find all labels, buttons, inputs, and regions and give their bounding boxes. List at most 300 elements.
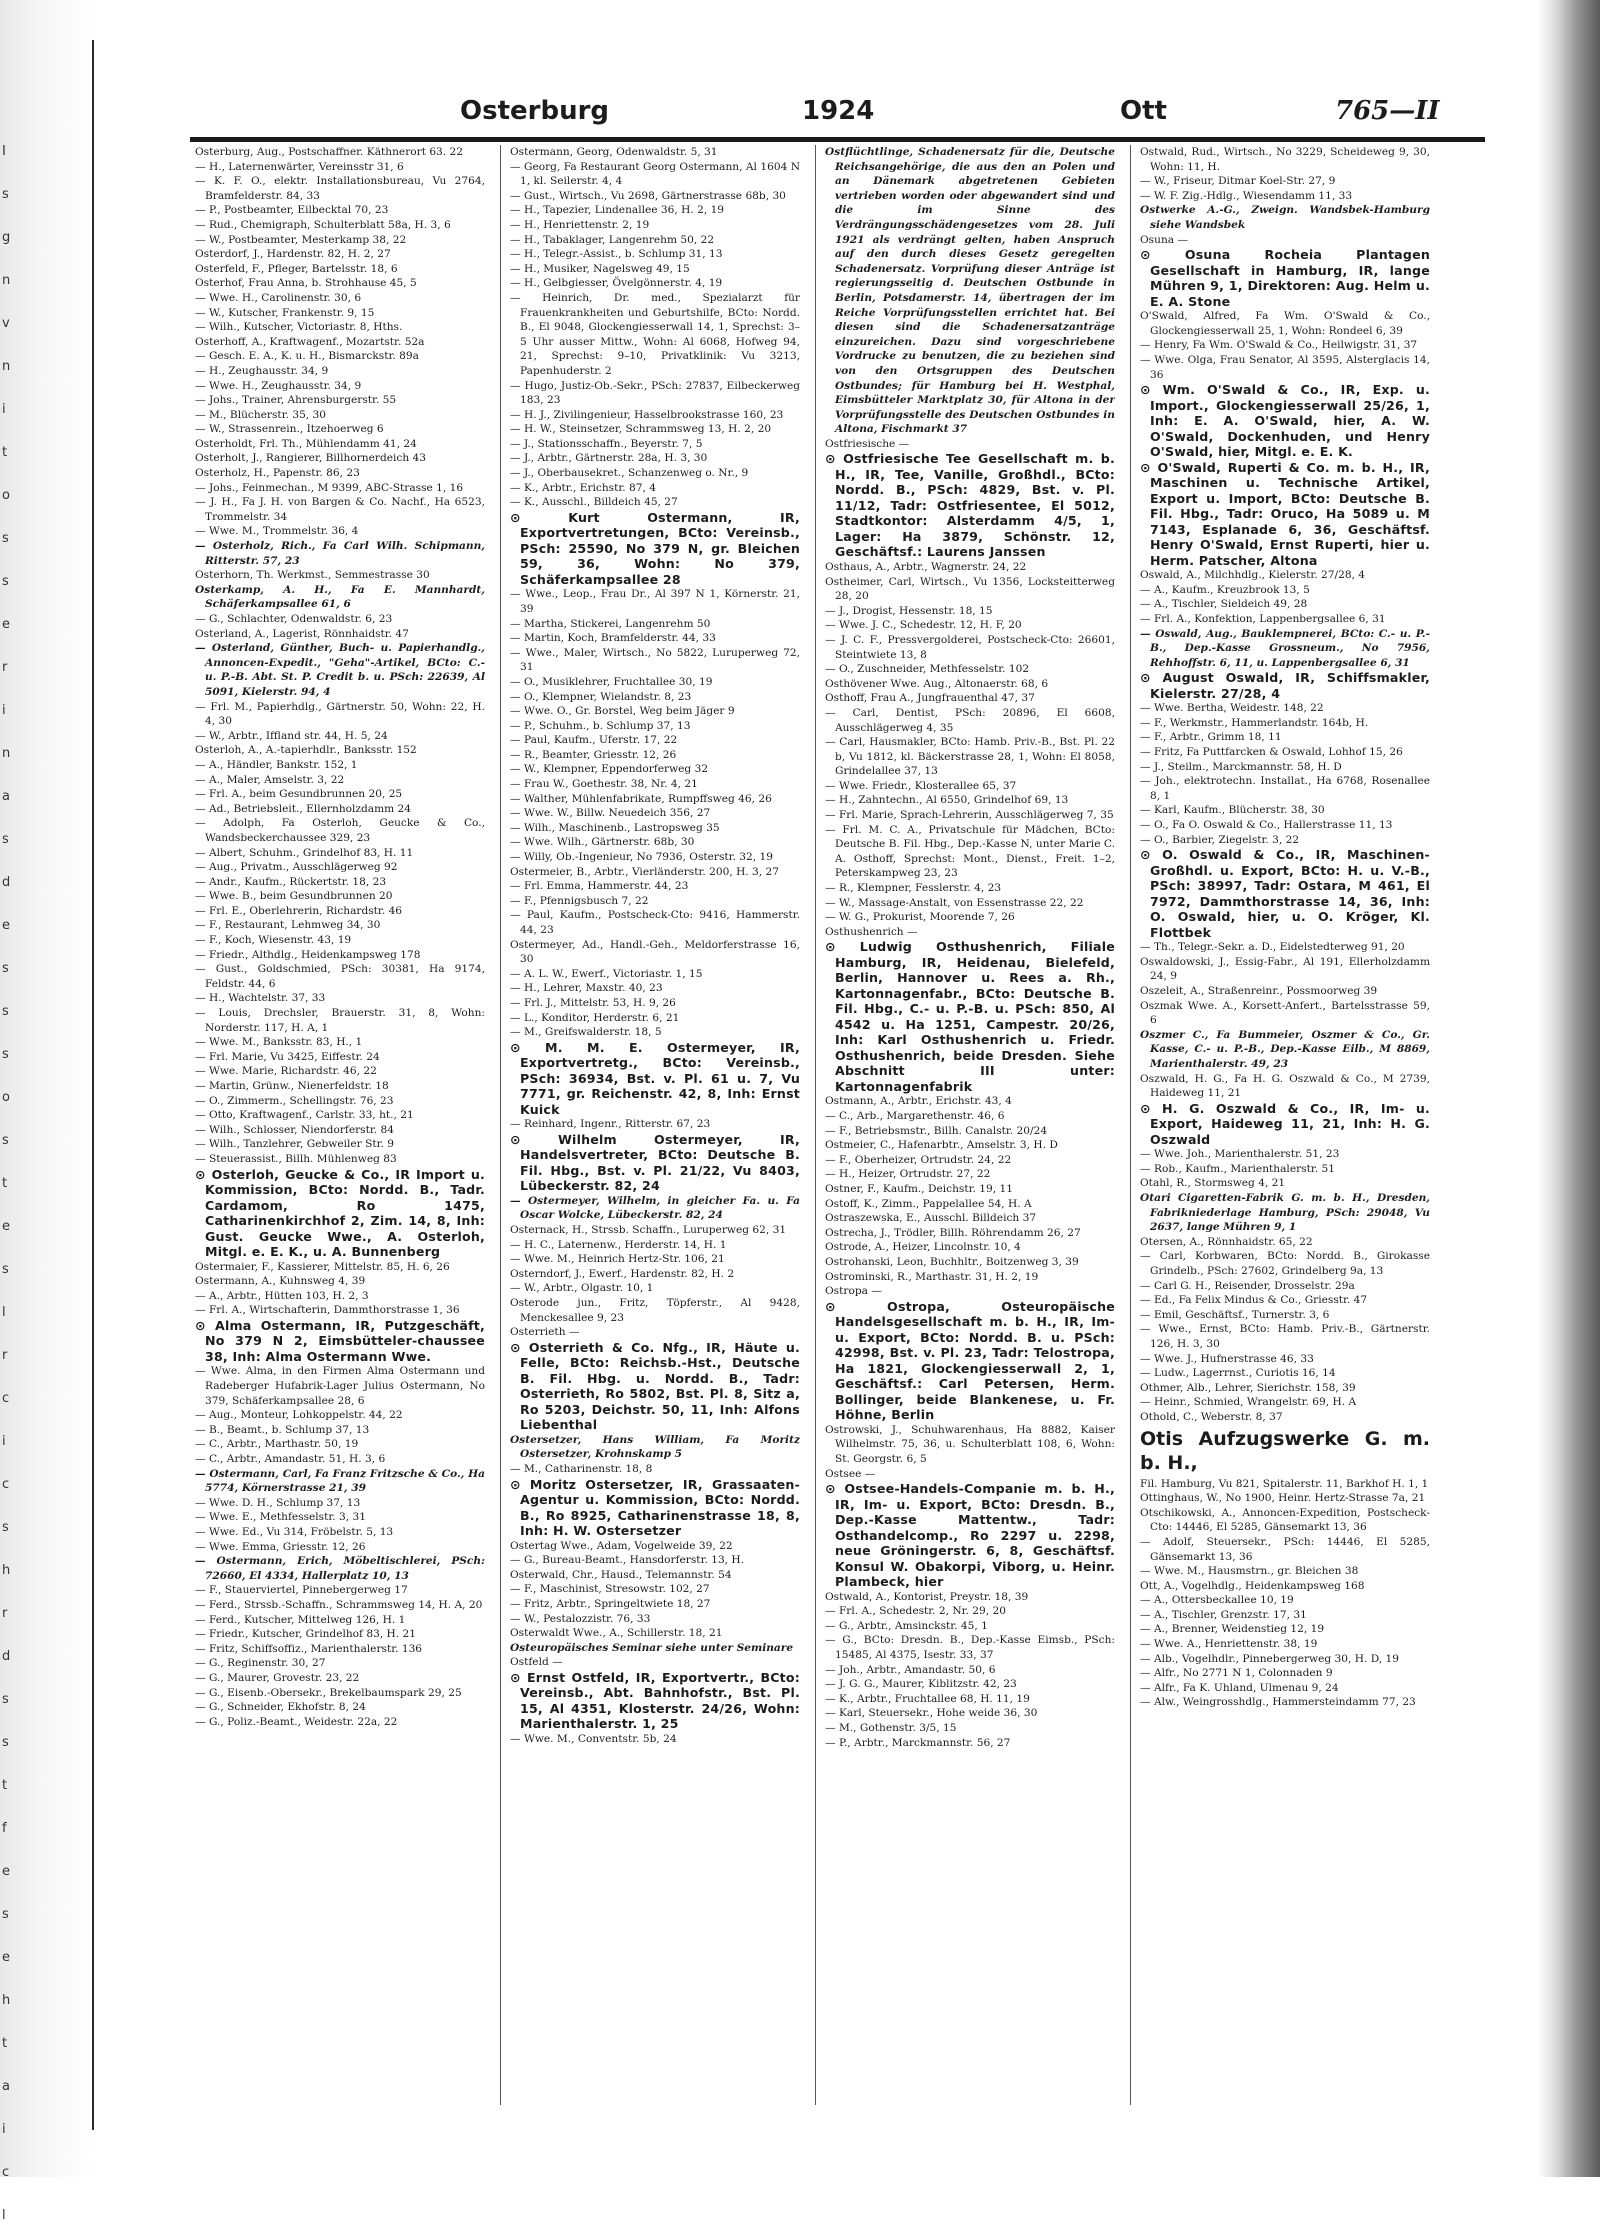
directory-entry: — W., Postbeamter, Mesterkamp 38, 22 [195,233,407,246]
directory-entry: Osterland, A., Lagerist, Rönnhaidstr. 47 [195,627,409,640]
directory-entry: — Ferd., Strssb.-Schaffn., Schrammsweg 14, H. A, 20 [195,1598,483,1611]
margin-letter: s [2,1692,9,1707]
margin-letter: e [2,1219,10,1234]
directory-entry: Ostermeyer, Ad., Handl.-Geh., Meldorferstrasse 16, 30 [510,938,800,966]
directory-entry: ⊙ M. M. E. Ostermeyer, IR, Exportvertretg., BCto: Vereinsb., PSch: 36934, Bst. v. Pl. 61 u. 7, Vu 7771, gr. Reichenstr. 42, 8, Inh: Ernst Kuick [510,1039,800,1117]
directory-entry: — A., Brenner, Weidenstieg 12, 19 [1140,1623,1325,1636]
directory-entry: Ostertag Wwe., Adam, Vogelweide 39, 22 [510,1539,733,1552]
column-divider [500,145,501,2105]
directory-entry: — H., Wachtelstr. 37, 33 [195,992,326,1005]
directory-entry: Otersen, A., Rönnhaidstr. 65, 22 [1140,1235,1313,1248]
directory-entry: — A., Händler, Bankstr. 152, 1 [195,758,358,771]
directory-entry: — Hugo, Justiz-Ob.-Sekr., PSch: 27837, Eilbeckerweg 183, 23 [510,379,800,407]
directory-entry: Ostrohanski, Leon, Buchhltr., Boitzenweg 3, 39 [825,1255,1079,1268]
directory-entry: — Frl. J., Mittelstr. 53, H. 9, 26 [510,996,676,1009]
directory-entry: — C., Arbtr., Marthastr. 50, 19 [195,1438,359,1451]
directory-entry: ⊙ Osterrieth & Co. Nfg., IR, Häute u. Felle, BCto: Reichsb.-Hst., Deutsche B. Fil. Hbg. u. Nordd. B., Tadr: Osterrieth, Ro 5802, Bst. Pl. 8, Sitz a, Ro 5203, Deichstr. 50, 11, Inh: Alfons Liebenthal [510,1339,800,1433]
margin-letter: c [2,1391,10,1406]
directory-entry: Otahl, R., Stormsweg 4, 21 [1140,1177,1286,1190]
directory-entry: — Wwe. Wilh., Gärtnerstr. 68b, 30 [510,836,695,849]
directory-entry: Othold, C., Weberstr. 8, 37 [1140,1410,1283,1423]
directory-entry: — Wwe., Ernst, BCto: Hamb. Priv.-B., Gärtnerstr. 126, H. 3, 30 [1140,1323,1430,1350]
directory-entry: — Otto, Kraftwagenf., Carlstr. 33, ht., 21 [195,1109,414,1122]
directory-entry: — Gust., Wirtsch., Vu 2698, Gärtnerstrasse 68b, 30 [510,189,786,202]
directory-entry: Ott, A., Vogelhdlg., Heidenkampsweg 168 [1140,1579,1365,1592]
margin-letter: s [2,1520,9,1535]
directory-entry: — Frl. A., Konfektion, Lappenbergsallee 6, 31 [1140,612,1386,625]
margin-letter: d [2,875,11,890]
margin-letter: e [2,1950,10,1965]
directory-entry: — Heinr., Schmied, Wrangelstr. 69, H. A [1140,1396,1357,1409]
directory-entry: Osterburg, Aug., Postschaffner. Käthnerort 63. 22 [195,146,464,158]
directory-entry: — H., Lehrer, Maxstr. 40, 23 [510,982,663,995]
directory-entry: Ostfriesische — [825,437,910,450]
margin-letter: c [2,1477,10,1492]
directory-entry: — Alfr., No 2771 N 1, Colonnaden 9 [1140,1667,1333,1680]
gutter-line [92,40,94,2130]
directory-entry: — Adolf, Steuersekr., PSch: 14446, El 5285, Gänsemarkt 13, 36 [1140,1535,1430,1563]
margin-letter: c [2,2165,10,2180]
directory-entry: Otis Aufzugswerke G. m. b. H., [1140,1427,1430,1474]
directory-entry: — Carl, Korbwaren, BCto: Nordd. B., Girokasse Grindelb., PSch: 27602, Grindelberg 9a, 13 [1140,1250,1430,1277]
directory-entry: — Georg, Fa Restaurant Georg Ostermann, Al 1604 N 1, kl. Seilerstr. 4, 4 [510,160,800,188]
directory-entry: — Joh., Arbtr., Amandastr. 50, 6 [825,1663,996,1676]
directory-entry: Osterloh, A., A.-tapierhdlr., Banksstr. 152 [195,744,417,757]
directory-entry: — B., Beamt., b. Schlump 37, 13 [195,1423,370,1436]
margin-letter: e [2,617,10,632]
page-number: 765—II [1335,96,1440,126]
margin-letter: s [2,1262,9,1277]
directory-entry: — Paul, Kaufm., Uferstr. 17, 22 [510,734,678,747]
directory-entry: Ostoff, K., Zimm., Pappelallee 54, H. A [825,1197,1032,1210]
directory-entry: — H., Musiker, Nagelsweg 49, 15 [510,262,690,275]
margin-letter: I [2,144,6,159]
directory-entry: — K., Arbtr., Fruchtallee 68, H. 11, 19 [825,1692,1030,1705]
directory-entry: Oswald, A., Milchhdlg., Kielerstr. 27/28, 4 [1140,569,1366,582]
directory-entry: — R., Beamter, Griesstr. 12, 26 [510,748,677,761]
directory-entry: — H., Telegr.-Assist., b. Schlump 31, 13 [510,248,723,261]
directory-entry: — Oswald, Aug., Bauklempnerei, BCto: C.- u. P.-B., Dep.-Kasse Grossneum., No 7956, Rehhoffstr. 6, 11, u. Lappenbergsallee 6, 31 [1140,627,1430,669]
margin-letter: h [2,1993,11,2008]
directory-entry: — Gesch. E. A., K. u. H., Bismarckstr. 89a [195,350,419,363]
directory-entry: — Alw., Weingrosshdlg., Hammersteindamm 77, 23 [1140,1696,1416,1709]
directory-entry: Osterholz, H., Papenstr. 86, 23 [195,467,360,480]
directory-entry: — Wwe. M., Trommelstr. 36, 4 [195,525,359,538]
directory-entry: — Adolph, Fa Osterloh, Geucke & Co., Wandsbeckerchaussee 329, 23 [195,817,485,844]
directory-entry: — Ludw., Lagerrnst., Curiotis 16, 14 [1140,1367,1336,1380]
directory-entry: — W. G., Prokurist, Moorende 7, 26 [825,911,1015,924]
directory-entry: — Th., Telegr.-Sekr. a. D., Eidelstedterweg 91, 20 [1140,941,1405,954]
directory-entry: ⊙ Alma Ostermann, IR, Putzgeschäft, No 379 N 2, Eimsbütteler-chaussee 38, Inh: Alma Ostermann Wwe. [195,1317,485,1364]
directory-entry: — F., Betriebsmstr., Billh. Canalstr. 20/24 [825,1124,1048,1137]
directory-entry: Ostermann, Georg, Odenwaldstr. 5, 31 [510,146,718,158]
directory-entry: — Frl. Marie, Vu 3425, Eiffestr. 24 [195,1050,380,1063]
margin-letter: i [2,402,6,417]
margin-letter: t [2,2036,8,2051]
directory-entry: — A. L. W., Ewerf., Victoriastr. 1, 15 [510,967,703,980]
directory-entry: — Wwe. W., Billw. Neuedeich 356, 27 [510,807,711,820]
directory-entry: — Wwe. B., beim Gesundbrunnen 20 [195,890,393,903]
directory-entry: ⊙ Ostsee-Handels-Companie m. b. H., IR, Im- u. Export, BCto: Dresdn. B., Dep.-Kasse Mattentw., Tadr: Osthandelcomp., Ro 2297 u. 2298, neue Gröningerstr. 6, 8, Geschäftsf. Konsul W. Obakorpi, Viborg, u. Heinr. Plambeck, hier [825,1481,1115,1590]
directory-entry: Osterholt, J., Rangierer, Billhornerdeich 43 [195,452,426,465]
directory-entry: — Wwe. M., Heinrich Hertz-Str. 106, 21 [510,1253,725,1266]
margin-letter: l [2,1305,6,1320]
directory-entry: — F., Arbtr., Grimm 18, 11 [1140,731,1282,744]
directory-entry: Osterode jun., Fritz, Töpferstr., Al 9428, Menckesallee 9, 23 [510,1297,800,1324]
directory-entry: — H., Tabaklager, Langenrehm 50, 22 [510,233,715,246]
column-3 [825,145,1115,2105]
scan-edge-shadow [1538,0,1600,2177]
directory-entry: — K., Arbtr., Erichstr. 87, 4 [510,481,656,494]
directory-entry: ⊙ Wilhelm Ostermeyer, IR, Handelsvertreter, BCto: Deutsche B. Fil. Hbg., Bst. v. Pl. 21/22, Vu 8403, Lübeckerstr. 82, 24 [510,1131,800,1194]
margin-letter: o [2,488,10,503]
margin-letter: i [2,1434,6,1449]
header-rule [190,137,1485,142]
directory-entry: — Wwe. Ed., Vu 314, Fröbelstr. 5, 13 [195,1525,394,1538]
directory-entry: — P., Postbeamter, Eilbecktal 70, 23 [195,204,389,217]
directory-entry: ⊙ O'Swald, Ruperti & Co. m. b. H., IR, Maschinen u. Technische Artikel, Export u. Import, BCto: Deutsche B. Fil. Hbg., Tadr: Oruco, Ha 5089 u. M 7143, Esplanade 6, 36, Geschäftsf. Henry O'Swald, Ernst Ruperti, hier u. Herm. Patscher, Altona [1140,459,1430,568]
margin-letter: o [2,1090,10,1105]
directory-entry: — Walther, Mühlenfabrikate, Rumpffsweg 46, 26 [510,792,772,805]
margin-letter: h [2,1563,11,1578]
margin-letter: s [2,531,9,546]
directory-entry: Ostrowski, J., Schuhwarenhaus, Ha 8882, Kaiser Wilhelmstr. 75, 36, u. Schulterblatt 108, 6, Wohn: St. Georgstr. 6, 5 [825,1423,1115,1465]
directory-entry: Ostermeier, B., Arbtr., Vierländerstr. 200, H. 3, 27 [510,865,780,878]
directory-entry: — Alb., Vogelhdlr., Pinnebergerweg 30, H. D, 19 [1140,1652,1400,1665]
directory-entry: Ostner, F., Kaufm., Deichstr. 19, 11 [825,1182,1013,1195]
header-right-keyword: Ott [1120,96,1167,126]
directory-entry: Osterrieth — [510,1326,580,1339]
directory-entry: — H., Tapezier, Lindenallee 36, H. 2, 19 [510,204,725,217]
directory-entry: — Ostermann, Carl, Fa Franz Fritzsche & Co., Ha 5774, Körnerstrasse 21, 39 [195,1467,485,1495]
directory-entry: — F., Pfennigsbusch 7, 22 [510,894,649,907]
directory-entry: Osterhof, Frau Anna, b. Strohhause 45, 5 [195,277,417,290]
directory-entry: — W., Klempner, Eppendorferweg 32 [510,763,709,776]
directory-entry: ⊙ Ostropa, Osteuropäische Handelsgesellschaft m. b. H., IR, Im- u. Export, BCto: Nordd. B. u. PSch: 42998, Bst. v. Pl. 23, Tadr: Telostropa, Ha 1821, Glockengiesserwall 2, 1, Geschäftsf.: Carl Petersen, Herm. Bollinger, beide Blankenese, u. Fr. Höhne, Berlin [825,1298,1115,1423]
directory-entry: — W., Friseur, Ditmar Koel-Str. 27, 9 [1140,175,1336,188]
directory-entry: — K. F. O., elektr. Installationsbureau, Vu 2764, Bramfelderstr. 84, 33 [195,175,485,202]
header-year: 1924 [802,96,875,126]
directory-entry: — Wwe. J., Hufnerstrasse 46, 33 [1140,1352,1314,1365]
margin-letter: t [2,1176,8,1191]
directory-entry: — F., Koch, Wiesenstr. 43, 19 [195,934,352,947]
directory-entry: — H. C., Laternenw., Herderstr. 14, H. 1 [510,1238,727,1251]
directory-entry: Othmer, Alb., Lehrer, Sierichstr. 158, 39 [1140,1381,1356,1394]
directory-entry: — W., Arbtr., Iffland str. 44, H. 5, 24 [195,729,388,742]
directory-entry: — Martin, Grünw., Nienerfeldstr. 18 [195,1080,389,1092]
directory-entry: — J., Drogist, Hessenstr. 18, 15 [825,604,993,617]
directory-entry: Ostheimer, Carl, Wirtsch., Vu 1356, Locksteitterweg 28, 20 [825,575,1115,603]
directory-entry: — W., Strassenrein., Itzehoerweg 6 [195,423,384,436]
directory-entry: — Wwe. Alma, in den Firmen Alma Ostermann und Radeberger Hufabrik-Lager Julius Ostermann, No 379, Schäferkampsallee 28, 6 [195,1365,485,1407]
directory-entry: — O., Zimmerm., Schellingstr. 76, 23 [195,1094,394,1107]
directory-entry: — G., Schneider, Ekhofstr. 8, 24 [195,1701,366,1714]
directory-entry: — G., Poliz.-Beamt., Weidestr. 22a, 22 [195,1715,398,1728]
margin-letter: e [2,918,10,933]
margin-letter: r [2,1606,8,1621]
directory-entry: — A., Ottersbeckallee 10, 19 [1140,1594,1294,1607]
directory-entry: O'Swald, Alfred, Fa Wm. O'Swald & Co., Glockengiesserwall 25, 1, Wohn: Rondeel 6, 39 [1140,310,1430,337]
directory-entry: ⊙ Osterloh, Geucke & Co., IR Import u. Kommission, BCto: Nordd. B., Tadr. Cardamom, Ro 1475, Catharinenkirchhof 2, Zim. 14, 8, Inh: Gust. Geucke Wwe., A. Osterloh, Mitgl. e. E. K., u. A. Bunnenberg [195,1166,485,1260]
directory-entry: Ostwald, A., Kontorist, Preystr. 18, 39 [825,1590,1029,1603]
directory-entry: — Reinhard, Ingenr., Ritterstr. 67, 23 [510,1118,711,1131]
margin-letter: s [2,574,9,589]
directory-entry: — W., Arbtr., Olgastr. 10, 1 [510,1282,654,1295]
directory-entry: — J. H., Fa J. H. von Bargen & Co. Nachf., Ha 6523, Trommelstr. 34 [195,496,485,523]
directory-entry: — Johs., Trainer, Ahrensburgerstr. 55 [195,394,397,407]
directory-entry: — Wwe. D. H., Schlump 37, 13 [195,1496,361,1509]
directory-entry: — M., Blücherstr. 35, 30 [195,408,327,421]
directory-entry: Osternack, H., Strssb. Schaffn., Luruperweg 62, 31 [510,1224,787,1237]
directory-entry: — A., Arbtr., Hütten 103, H. 2, 3 [195,1289,369,1302]
directory-entry: — M., Greifswalderstr. 18, 5 [510,1026,662,1039]
directory-entry: — H., Zahntechn., Al 6550, Grindelhof 69, 13 [825,794,1069,807]
directory-entry: — Martin, Koch, Bramfelderstr. 44, 33 [510,632,716,645]
directory-entry: — H. J., Zivilingenieur, Hasselbrookstrasse 160, 23 [510,408,784,421]
directory-entry: Otari Cigaretten-Fabrik G. m. b. H., Dresden, Fabrikniederlage Hamburg, PSch: 29048, Vu 2637, lange Mühren 9, 1 [1140,1192,1430,1234]
directory-entry: — H., Zeughausstr. 34, 9 [195,364,329,377]
directory-entry: — K., Ausschl., Billdeich 45, 27 [510,496,678,509]
directory-entry: — Wwe. O., Gr. Borstel, Weg beim Jäger 9 [510,705,735,718]
directory-entry: — Frl. E., Oberlehrerin, Richardstr. 46 [195,904,403,917]
margin-letter: a [2,789,10,804]
margin-letter: a [2,2079,10,2094]
directory-entry: — G., Reginenstr. 30, 27 [195,1657,326,1670]
directory-entry: — A., Kaufm., Kreuzbrook 13, 5 [1140,583,1310,596]
directory-entry: Osterhorn, Th. Werkmst., Semmestrasse 30 [195,569,430,582]
directory-entry: — Rud., Chemigraph, Schulterblatt 58a, H. 3, 6 [195,218,451,231]
directory-entry: — Frau W., Goethestr. 38, Nr. 4, 21 [510,778,698,791]
margin-letter: s [2,1133,9,1148]
directory-entry: — Karl, Steuersekr., Hohe weide 36, 30 [825,1707,1038,1720]
directory-entry: — F., Restaurant, Lehmweg 34, 30 [195,919,381,932]
directory-entry: — Fritz, Arbtr., Springeltwiete 18, 27 [510,1597,711,1610]
directory-entry: Ostermaier, F., Kassierer, Mittelstr. 85, H. 6, 26 [195,1260,450,1273]
column-4 [1140,145,1430,2105]
directory-entry: ⊙ Ludwig Osthushenrich, Filiale Hamburg, IR, Heidenau, Bielefeld, Berlin, Hannover u. Rees a. Rh., Kartonnagenfabr., BCto: Deutsche B. Fil. Hbg., C.- u. P.-B. u. PSch: 850, Al 4542 u. Ha 1251, Campestr. 20/26, Inh: Karl Osthushenrich u. Friedr. Osthushenrich, beide Dresden. Siehe Abschnitt III unter: Kartonnagenfabrik [825,939,1115,1094]
directory-entry: Osthushenrich — [825,925,918,938]
directory-entry: — J., Arbtr., Gärtnerstr. 28a, H. 3, 30 [510,452,708,465]
directory-entry: Ostmann, A., Arbtr., Erichstr. 43, 4 [825,1095,1012,1108]
directory-entry: — Wilh., Tanzlehrer, Gebweiler Str. 9 [195,1138,394,1151]
directory-entry: — A., Tischler, Grenzstr. 17, 31 [1140,1608,1307,1621]
directory-entry: Osterwald, Chr., Hausd., Telemannstr. 54 [510,1568,732,1581]
directory-entry: Osthaus, A., Arbtr., Wagnerstr. 24, 22 [825,560,1027,573]
directory-entry: — Joh., elektrotechn. Installat., Ha 6768, Rosenallee 8, 1 [1140,775,1430,802]
directory-entry: Osterholdt, Frl. Th., Mühlendamm 41, 24 [195,437,417,450]
directory-entry: ⊙ Ostfriesische Tee Gesellschaft m. b. H., IR, Tee, Vanille, Großhdl., BCto: Nordd. B., PSch: 4829, Bst. v. Pl. 11/12, Tadr: Ostfriesentee, El 5012, Stadtkontor: Alsterdamm 4/5, 1, Lager: Ha 3879, Schönstr. 12, Geschäftsf.: Laurens Janssen [825,451,1115,560]
directory-entry: — Wwe. M., Hausmstrn., gr. Bleichen 38 [1140,1565,1359,1578]
directory-entry: — Martha, Stickerei, Langenrehm 50 [510,617,711,630]
directory-entry: — Ad., Betriebsleit., Ellernholzdamm 24 [195,802,412,815]
margin-letter: n [2,273,11,288]
directory-entry: — O., Barbier, Ziegelstr. 3, 22 [1140,833,1300,846]
directory-entry: — Wwe. J. C., Schedestr. 12, H. F, 20 [825,619,1022,632]
directory-entry: Ostermann, A., Kuhnsweg 4, 39 [195,1275,366,1288]
directory-entry: — Steuerassist., Billh. Mühlenweg 83 [195,1152,397,1165]
directory-entry: — Friedr., Althdlg., Heidenkampsweg 178 [195,948,421,961]
directory-entry: — Wilh., Schlosser, Niendorferstr. 84 [195,1123,394,1136]
directory-entry: Osteuropäisches Seminar siehe unter Seminare [510,1641,794,1654]
directory-entry: — Carl G. H., Reisender, Drosselstr. 29a [1140,1279,1355,1292]
margin-letter: n [2,359,11,374]
directory-entry: — P., Schuhm., b. Schlump 37, 13 [510,719,691,732]
directory-entry: — Fritz, Schiffsoffiz., Marienthalerstr. 136 [195,1642,423,1655]
directory-entry: — G., Maurer, Grovestr. 23, 22 [195,1671,360,1684]
directory-entry: — P., Arbtr., Marckmannstr. 56, 27 [825,1736,1011,1749]
directory-entry: ⊙ Kurt Ostermann, IR, Exportvertretungen, BCto: Vereinsb., PSch: 25590, No 379 N, gr. Bleichen 59, 36, Wohn: No 379, Schäferkampsallee 28 [510,509,800,587]
directory-entry: — Wwe. Friedr., Klosterallee 65, 37 [825,779,1017,792]
directory-entry: — Wilh., Kutscher, Victoriastr. 8, Hths. [195,321,403,334]
directory-entry: — Wwe. Marie, Richardstr. 46, 22 [195,1065,377,1078]
directory-entry: — Heinrich, Dr. med., Spezialarzt für Frauenkrankheiten und Geburtshilfe, BCto: Nordd. B., El 9048, Glockengiesserwall 14, 1, Sprechst: 3–5 Uhr ausser Mittw., Wohn: Al 6068, Hofweg 94, 21, Sprechst: 9–10, Privatklinik: Vu 3213, Papenhuderstr. 2 [510,291,800,377]
margin-letter: r [2,660,8,675]
directory-entry: Ottinghaus, W., No 1900, Heinr. Hertz-Strasse 7a, 21 [1140,1492,1426,1505]
directory-entry: ⊙ Osuna Rocheia Plantagen Gesellschaft in Hamburg, IR, lange Mühren 9, 1, Direktoren: Aug. Helm u. E. A. Stone [1140,247,1430,309]
directory-entry: — Emil, Geschäftsf., Turnerstr. 3, 6 [1140,1308,1330,1321]
directory-entry: — Wwe. E., Methfesselstr. 3, 31 [195,1511,366,1524]
directory-entry: Ostflüchtlinge, Schadenersatz für die, Deutsche Reichsangehörige, die aus den an Polen und an Dänemark abgetretenen Gebieten vertrieben worden oder abgewandert sind und die im Sinne des Verdrängungsschädengesetzes vom 28. Juli 1921 als verdrängt gelten, haben Anspruch auf den durch dieses Gesetz geregelten Schadenersatz. Vorprüfung dieser Anträge ist regierungsseitig d. Deutschen Ostbunde in Berlin, Potsdamerstr. 14, übertragen der im Reiche Vorprüfungsstellen errichtet hat. Bei diesen sind die Schadenersatzanträge einzureichen. Dazu sind vorgeschriebene Vordrucke zu benutzen, die zu beziehen sind von den Ortsgruppen des Deutschen Ostbundes; für Hamburg bei H. Westphal, Eimsbütteler Marktplatz 30, für Altona in der Vorprüfungsstelle des Deutschen Ostbundes in Altona, Fischmarkt 37 [825,146,1115,436]
directory-entry: — C., Arbtr., Amandastr. 51, H. 3, 6 [195,1453,386,1465]
directory-entry: — Rob., Kaufm., Marienthalerstr. 51 [1140,1162,1335,1175]
directory-entry: — Wwe. M., Conventstr. 5b, 24 [510,1732,677,1745]
directory-entry: — G., Schlachter, Odenwaldstr. 6, 23 [195,613,393,625]
directory-entry: ⊙ Wm. O'Swald & Co., IR, Exp. u. Import., Glockengiesserwall 25/26, 1, Inh: E. A. O'Swald, hier, A. W. O'Swald, Dockenhuden, und Henry O'Swald, hier, Mitgl. e. E. K. [1140,382,1430,460]
column-divider [815,145,816,2105]
column-1 [195,145,485,2105]
directory-entry: Osterwaldt Wwe., A., Schillerstr. 18, 21 [510,1627,723,1640]
directory-entry: Osterndorf, J., Ewerf., Hardenstr. 82, H. 2 [510,1267,735,1280]
directory-entry: — H., Henriettenstr. 2, 19 [510,218,650,231]
directory-entry: Osuna — [1140,233,1189,246]
margin-letter: n [2,746,11,761]
margin-letter: d [2,1649,11,1664]
directory-entry: — J. C. F., Pressvergolderei, Postscheck-Cto: 26601, Steintwiete 13, 8 [825,633,1115,661]
directory-entry: — Henry, Fa Wm. O'Swald & Co., Heilwigstr. 31, 37 [1140,339,1418,352]
directory-entry: — Aug., Privatm., Ausschlägerweg 92 [195,861,398,874]
column-2 [510,145,800,2105]
directory-entry: — M., Gothenstr. 3/5, 15 [825,1721,957,1734]
directory-entry: Ostrode, A., Heizer, Lincolnstr. 10, 4 [825,1241,1021,1254]
directory-entry: — Frl. Marie, Sprach-Lehrerin, Ausschlägerweg 7, 35 [825,809,1114,822]
directory-entry: Osterfeld, F., Pfleger, Bartelsstr. 18, 6 [195,262,398,275]
directory-entry: Osthövener Wwe. Aug., Altonaerstr. 68, 6 [825,677,1049,690]
directory-entry: — Carl, Dentist, PSch: 20896, El 6608, Ausschlägerweg 4, 35 [825,706,1115,734]
directory-entry: — Wwe. Bertha, Weidestr. 148, 22 [1140,702,1324,715]
directory-entry: — Wwe. Emma, Griesstr. 12, 26 [195,1540,366,1553]
margin-letter: t [2,1778,8,1793]
directory-entry: — W., Pestalozzistr. 76, 33 [510,1612,651,1625]
directory-entry: — Friedr., Kutscher, Grindelhof 83, H. 21 [195,1628,417,1641]
directory-entry: — G., Bureau-Beamt., Hansdorferstr. 13, H. [510,1554,745,1567]
directory-entry: — Johs., Feinmechan., M 9399, ABC-Strasse 1, 16 [195,481,464,494]
directory-entry: Ostersetzer, Hans William, Fa Moritz Ostersetzer, Krohnskamp 5 [510,1433,800,1461]
directory-entry: Ostfeld — [510,1656,563,1669]
directory-entry: Ostropa — [825,1285,882,1298]
directory-entry: — L., Konditor, Herderstr. 6, 21 [510,1011,680,1024]
directory-entry: — Wilh., Maschinenb., Lastropsweg 35 [510,821,720,834]
directory-entry: Osthoff, Frau A., Jungfrauenthal 47, 37 [825,692,1035,705]
directory-entry: — M., Catharinenstr. 18, 8 [510,1462,653,1475]
directory-entry: Ostwerke A.-G., Zweign. Wandsbek-Hamburg siehe Wandsbek [1140,204,1430,231]
directory-entry: Oswaldowski, J., Essig-Fabr., Al 191, Ellerholzdamm 24, 9 [1140,955,1430,983]
directory-entry: — Wwe. Olga, Frau Senator, Al 3595, Alsterglacis 14, 36 [1140,353,1430,381]
directory-entry: Oszwald, H. G., Fa H. G. Oszwald & Co., M 2739, Haideweg 11, 21 [1140,1072,1430,1100]
directory-entry: — W. F. Zig.-Hdlg., Wiesendamm 11, 33 [1140,189,1353,202]
directory-entry: ⊙ O. Oswald & Co., IR, Maschinen-Großhdl. u. Export, BCto: H. u. V.-B., PSch: 38997, Tadr: Ostara, M 461, El 7972, Dammthorstrasse 14, 36, Inh: O. Oswald, hier, u. O. Kröger, Kl. Flottbek [1140,847,1430,940]
margin-letter: s [2,1735,9,1750]
header-left-keyword: Osterburg [460,96,610,126]
directory-entry: — O., Zuschneider, Methfesselstr. 102 [825,663,1030,676]
directory-entry: — R., Klempner, Fesslerstr. 4, 23 [825,882,1002,895]
directory-entry: — O., Klempner, Wielandstr. 8, 23 [510,690,692,703]
directory-entry: — O., Musiklehrer, Fruchtallee 30, 19 [510,675,713,688]
directory-entry: — H., Laternenwärter, Vereinsstr 31, 6 [195,160,404,173]
directory-entry: — H., Gelbgiesser, Övelgönnerstr. 4, 19 [510,277,723,290]
directory-entry: ⊙ Ernst Ostfeld, IR, Exportvertr., BCto: Vereinsb., Abt. Bahnhofstr., Bst. Pl. 15, Al 4351, Klosterstr. 24/26, Wohn: Marienthalerstr. 1, 25 [510,1669,800,1732]
directory-entry: — A., Tischler, Sieldeich 49, 28 [1140,598,1308,611]
directory-entry: Ostraszewska, E., Ausschl. Billdeich 37 [825,1212,1037,1225]
directory-entry: — Paul, Kaufm., Postscheck-Cto: 9416, Hammerstr. 44, 23 [510,909,800,936]
directory-entry: — F., Werkmstr., Hammerlandstr. 164b, H. [1140,716,1369,729]
directory-entry: Oszmer C., Fa Bummeier, Oszmer & Co., Gr. Kasse, C.- u. P.-B., Dep.-Kasse Eilb., M 8869, Marienthalerstr. 49, 23 [1140,1028,1430,1070]
directory-entry: — Wwe. M., Banksstr. 83, H., 1 [195,1036,363,1049]
directory-entry: Osterhoff, A., Kraftwagenf., Mozartstr. 52a [195,335,425,348]
directory-entry: — J., Steilm., Marckmannstr. 58, H. D [1140,760,1342,773]
directory-entry: — Gust., Goldschmied, PSch: 30381, Ha 9174, Feldstr. 44, 6 [195,963,485,990]
directory-entry: ⊙ H. G. Oszwald & Co., IR, Im- u. Export, Haideweg 11, 21, Inh: H. G. Oszwald [1140,1100,1430,1147]
margin-letter: e [2,1864,10,1879]
directory-entry: Osterdorf, J., Hardenstr. 82, H. 2, 27 [195,248,391,261]
margin-letter: i [2,703,6,718]
page-header [190,96,1490,136]
directory-entry: — Wwe., Maler, Wirtsch., No 5822, Luruperweg 72, 31 [510,646,800,674]
directory-entry: — Albert, Schuhm., Grindelhof 83, H. 11 [195,846,414,859]
directory-entry: — Andr., Kaufm., Rückertstr. 18, 23 [195,875,387,888]
directory-entry: — Fritz, Fa Puttfarcken & Oswald, Lohhof 15, 26 [1140,746,1403,759]
margin-letter: l [2,2208,6,2223]
directory-entry: — W., Massage-Anstalt, von Essenstrasse 22, 22 [825,896,1084,909]
directory-entry: — J., Stationsschaffn., Beyerstr. 7, 5 [510,437,703,450]
directory-entry: — Carl, Hausmakler, BCto: Hamb. Priv.-B., Bst. Pl. 22 b, Vu 1812, kl. Bäckerstrasse 28, 1, Wohn: El 8058, Grindelallee 37, 13 [825,736,1115,778]
directory-entry: — Frl. M. C. A., Privatschule für Mädchen, BCto: Deutsche B. Fil. Hbg., Dep.-Kasse N, unter Marie C. A. Osthoff, Sprechst: Mont., Dienst., Freit. 1–2, Peterskampweg 23, 23 [825,823,1115,880]
margin-letter: s [2,1004,9,1019]
directory-entry: — Aug., Monteur, Lohkoppelstr. 44, 22 [195,1409,403,1422]
directory-entry: — G., Arbtr., Amsinckstr. 45, 1 [825,1619,988,1632]
directory-entry: Osterkamp, A. H., Fa E. Mannhardt, Schäferkampsallee 61, 6 [195,583,485,611]
directory-entry: — Ed., Fa Felix Mindus & Co., Griesstr. 47 [1140,1294,1368,1307]
directory-entry: — Osterholz, Rich., Fa Carl Wilh. Schipmann, Ritterstr. 57, 23 [195,540,485,567]
directory-entry: — W., Kutscher, Frankenstr. 9, 15 [195,306,375,319]
margin-letter: s [2,1047,9,1062]
directory-entry: Oszmak Wwe. A., Korsett-Anfert., Bartelsstrasse 59, 6 [1140,999,1430,1027]
directory-entry: — Louis, Drechsler, Brauerstr. 31, 8, Wohn: Norderstr. 117, H. A, 1 [195,1007,485,1034]
directory-entry: — Osterland, Günther, Buch- u. Papierhandlg., Annoncen-Expedit., "Geha"-Artikel, BCto: C.- u. P.-B. Abt. St. P. Credit b. u. PSch: 22639, Al 5091, Kielerstr. 94, 4 [195,642,485,698]
directory-entry: — C., Arb., Margarethenstr. 46, 6 [825,1110,1005,1122]
directory-entry: — Frl. A., Wirtschafterin, Dammthorstrasse 1, 36 [195,1304,460,1317]
directory-entry: Ostrecha, J., Trödler, Billh. Röhrendamm 26, 27 [825,1226,1081,1239]
column-divider [1130,145,1131,2105]
directory-entry: Ostmeier, C., Hafenarbtr., Amselstr. 3, H. D [825,1139,1058,1152]
directory-entry: — Frl. Emma, Hammerstr. 44, 23 [510,880,689,893]
directory-entry: Otschikowski, A., Annoncen-Expedition, Postscheck-Cto: 14446, El 5285, Gänsemarkt 13, 36 [1140,1506,1430,1534]
directory-entry: — Frl. A., Schedestr. 2, Nr. 29, 20 [825,1605,1006,1618]
margin-letter: f [2,1821,7,1836]
directory-entry: Ostrominski, R., Marthastr. 31, H. 2, 19 [825,1270,1039,1283]
margin-letter: s [2,961,9,976]
margin-letter: s [2,187,9,202]
directory-entry: Fil. Hamburg, Vu 821, Spitalerstr. 11, Barkhof H. 1, 1 [1140,1477,1429,1490]
